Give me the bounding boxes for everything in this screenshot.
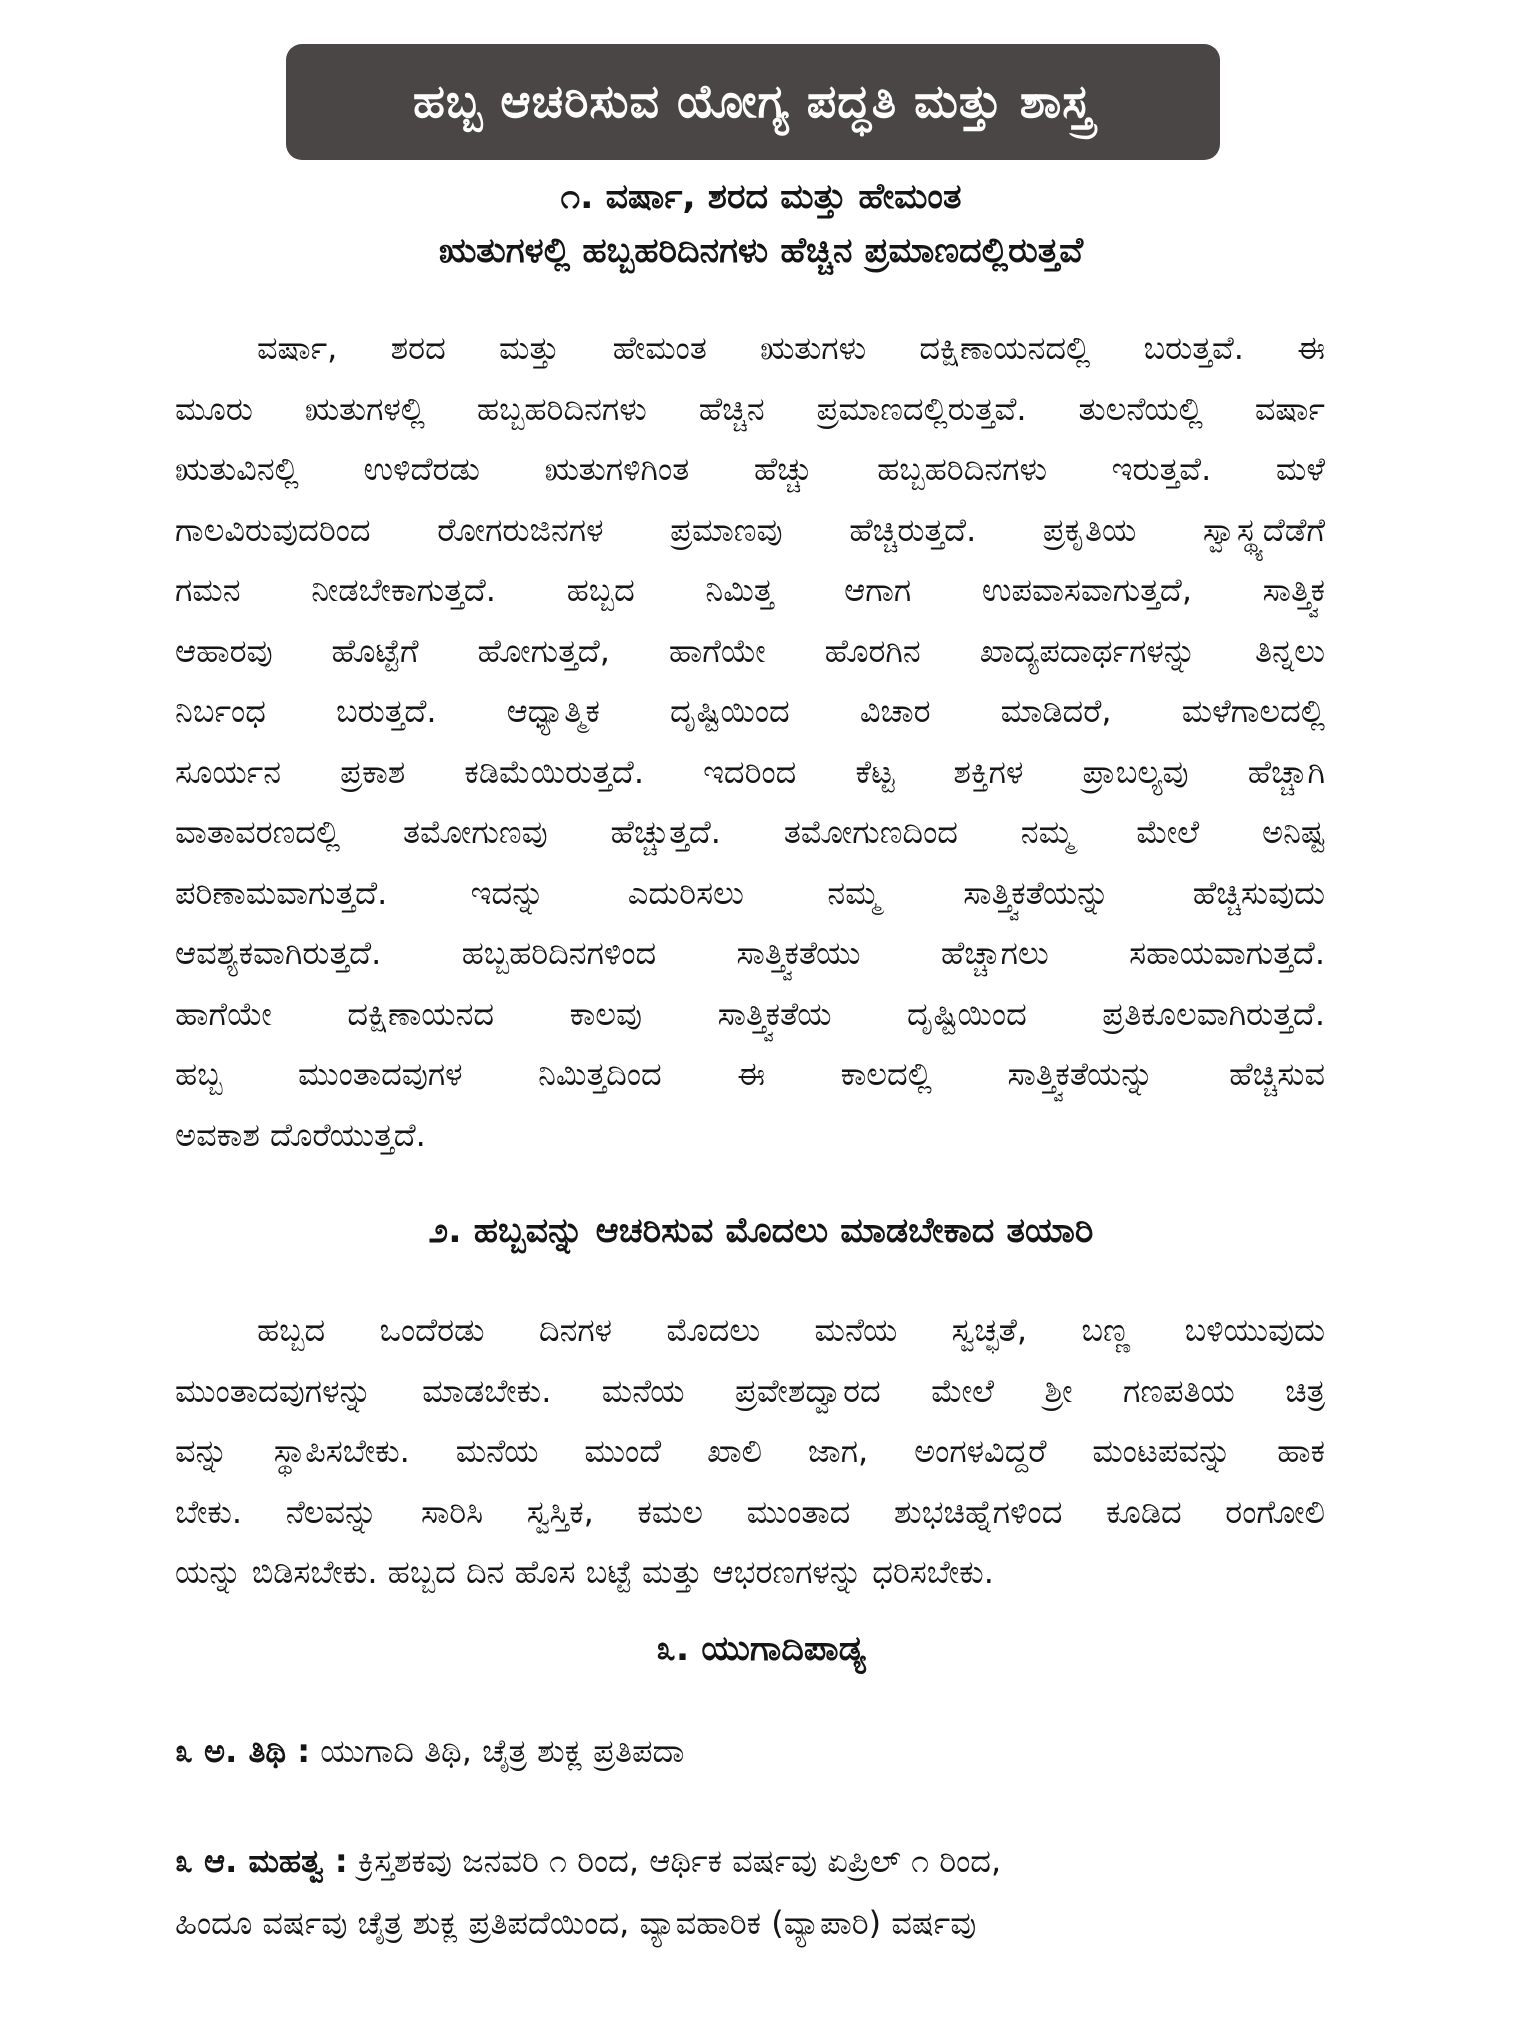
paragraph-line: ಋತುವಿನಲ್ಲಿ ಉಳಿದೆರಡು ಋತುಗಳಿಗಿಂತ ಹೆಚ್ಚು ಹಬ್ಬಹರಿದಿನಗಳು ಇರುತ್ತವೆ. ಮಳೆ [175,450,1325,488]
paragraph-line: ವರ್ಷಾ, ಶರದ ಮತ್ತು ಹೇಮಂತ ಋತುಗಳು ದಕ್ಷಿಣಾಯನದಲ್ಲಿ ಬರುತ್ತವೆ. ಈ [257,329,1325,367]
paragraph-line: ವಾತಾವರಣದಲ್ಲಿ ತಮೋಗುಣವು ಹೆಚ್ಚುತ್ತದೆ. ತಮೋಗುಣದಿಂದ ನಮ್ಮ ಮೇಲೆ ಅನಿಷ್ಟ [175,813,1325,851]
paragraph-line: ಅವಕಾಶ ದೊರೆಯುತ್ತದೆ. [175,1115,426,1154]
paragraph-line: ವನ್ನು ಸ್ಥಾಪಿಸಬೇಕು. ಮನೆಯ ಮುಂದೆ ಖಾಲಿ ಜಾಗ, ಅಂಗಳವಿದ್ದರೆ ಮಂಟಪವನ್ನು ಹಾಕ [175,1432,1325,1470]
paragraph-line: ಮೂರು ಋತುಗಳಲ್ಲಿ ಹಬ್ಬಹರಿದಿನಗಳು ಹೆಚ್ಚಿನ ಪ್ರಮಾಣದಲ್ಲಿರುತ್ತವೆ. ತುಲನೆಯಲ್ಲಿ ವರ್ಷಾ [175,389,1325,428]
section-1-heading-line-2: ಋತುಗಳಲ್ಲಿ ಹಬ್ಬಹರಿದಿನಗಳು ಹೆಚ್ಚಿನ ಪ್ರಮಾಣದಲ್ಲಿರುತ್ತವೆ [438,231,1084,271]
mahatva-text-line-2: ಹಿಂದೂ ವರ್ಷವು ಚೈತ್ರ ಶುಕ್ಲ ಪ್ರತಿಪದೆಯಿಂದ, ವ್ಯಾವಹಾರಿಕ (ವ್ಯಾಪಾರಿ) ವರ್ಷವು [175,1904,977,1942]
paragraph-line: ಯನ್ನು ಬಿಡಿಸಬೇಕು. ಹಬ್ಬದ ದಿನ ಹೊಸ ಬಟ್ಟೆ ಮತ್ತು ಆಭರಣಗಳನ್ನು ಧರಿಸಬೇಕು. [175,1553,994,1591]
tithi-entry [175,1720,1325,1782]
paragraph-line: ಗಮನ ನೀಡಬೇಕಾಗುತ್ತದೆ. ಹಬ್ಬದ ನಿಮಿತ್ತ ಆಗಾಗ ಉಪವಾಸವಾಗುತ್ತದೆ, ಸಾತ್ತ್ವಿಕ [175,571,1325,609]
paragraph-line: ಪರಿಣಾಮವಾಗುತ್ತದೆ. ಇದನ್ನು ಎದುರಿಸಲು ನಮ್ಮ ಸಾತ್ತ್ವಿಕತೆಯನ್ನು ಹೆಚ್ಚಿಸುವುದು [175,873,1325,912]
paragraph-line: ಮುಂತಾದವುಗಳನ್ನು ಮಾಡಬೇಕು. ಮನೆಯ ಪ್ರವೇಶದ್ವಾರದ ಮೇಲೆ ಶ್ರೀ ಗಣಪತಿಯ ಚಿತ್ರ [175,1371,1325,1410]
section-3-heading: ೩. ಯುಗಾದಿಪಾಡ್ಯ [656,1629,866,1669]
paragraph-line: ಸೂರ್ಯನ ಪ್ರಕಾಶ ಕಡಿಮೆಯಿರುತ್ತದೆ. ಇದರಿಂದ ಕೆಟ್ಟ ಶಕ್ತಿಗಳ ಪ್ರಾಬಲ್ಯವು ಹೆಚ್ಚಾಗಿ [175,752,1325,791]
tithi-label: ೩ ಅ. ತಿಥಿ : [175,1732,311,1770]
page-title: ಹಬ್ಬ ಆಚರಿಸುವ ಯೋಗ್ಯ ಪದ್ಧತಿ ಮತ್ತು ಶಾಸ್ತ್ರ [413,74,1093,128]
mahatva-text: ಕ್ರಿಸ್ತಶಕವು ಜನವರಿ ೧ ರಿಂದ, ಆರ್ಥಿಕ ವರ್ಷವು ಏಪ್ರಿಲ್ ೧ ರಿಂದ, [347,1842,1002,1880]
paragraph-line: ಗಾಲವಿರುವುದರಿಂದ ರೋಗರುಜಿನಗಳ ಪ್ರಮಾಣವು ಹೆಚ್ಚಿರುತ್ತದೆ. ಪ್ರಕೃತಿಯ ಸ್ವಾಸ್ಥ್ಯದೆಡೆಗೆ [175,510,1325,549]
paragraph-line: ನಿರ್ಬಂಧ ಬರುತ್ತದೆ. ಆಧ್ಯಾತ್ಮಿಕ ದೃಷ್ಟಿಯಿಂದ ವಿಚಾರ ಮಾಡಿದರೆ, ಮಳೆಗಾಲದಲ್ಲಿ [175,692,1325,730]
paragraph-line: ಆವಶ್ಯಕವಾಗಿರುತ್ತದೆ. ಹಬ್ಬಹರಿದಿನಗಳಿಂದ ಸಾತ್ತ್ವಿಕತೆಯು ಹೆಚ್ಚಾಗಲು ಸಹಾಯವಾಗುತ್ತದೆ. [175,934,1325,972]
paragraph-line: ಆಹಾರವು ಹೊಟ್ಟೆಗೆ ಹೋಗುತ್ತದೆ, ಹಾಗೆಯೇ ಹೊರಗಿನ ಖಾದ್ಯಪದಾರ್ಥಗಳನ್ನು ತಿನ್ನಲು [175,631,1325,670]
mahatva-label: ೩ ಆ. ಮಹತ್ವ : [175,1842,348,1880]
mahatva-entry [175,1830,1325,1954]
paragraph-line: ಬೇಕು. ನೆಲವನ್ನು ಸಾರಿಸಿ ಸ್ವಸ್ತಿಕ, ಕಮಲ ಮುಂತಾದ ಶುಭಚಿಹ್ನೆಗಳಿಂದ ಕೂಡಿದ ರಂಗೋಲಿ [175,1492,1325,1531]
paragraph-line: ಹಬ್ಬದ ಒಂದೆರಡು ದಿನಗಳ ಮೊದಲು ಮನೆಯ ಸ್ವಚ್ಛತೆ, ಬಣ್ಣ ಬಳಿಯುವುದು [257,1311,1325,1349]
title-banner [286,44,1220,160]
section-2-heading: ೨. ಹಬ್ಬವನ್ನು ಆಚರಿಸುವ ಮೊದಲು ಮಾಡಬೇಕಾದ ತಯಾರಿ [428,1211,1094,1251]
section-1-paragraph [175,318,1325,1165]
paragraph-line: ಹಾಗೆಯೇ ದಕ್ಷಿಣಾಯನದ ಕಾಲವು ಸಾತ್ತ್ವಿಕತೆಯ ದೃಷ್ಟಿಯಿಂದ ಪ್ರತಿಕೂಲವಾಗಿರುತ್ತದೆ. [175,994,1325,1033]
tithi-text: ಯುಗಾದಿ ತಿಥಿ, ಚೈತ್ರ ಶುಕ್ಲ ಪ್ರತಿಪದಾ [310,1732,685,1770]
paragraph-line: ಹಬ್ಬ ಮುಂತಾದವುಗಳ ನಿಮಿತ್ತದಿಂದ ಈ ಕಾಲದಲ್ಲಿ ಸಾತ್ತ್ವಿಕತೆಯನ್ನು ಹೆಚ್ಚಿಸುವ [175,1055,1325,1093]
section-2-paragraph [175,1300,1325,1603]
section-1-heading-line-1: ೧. ವರ್ಷಾ, ಶರದ ಮತ್ತು ಹೇಮಂತ [560,177,962,217]
